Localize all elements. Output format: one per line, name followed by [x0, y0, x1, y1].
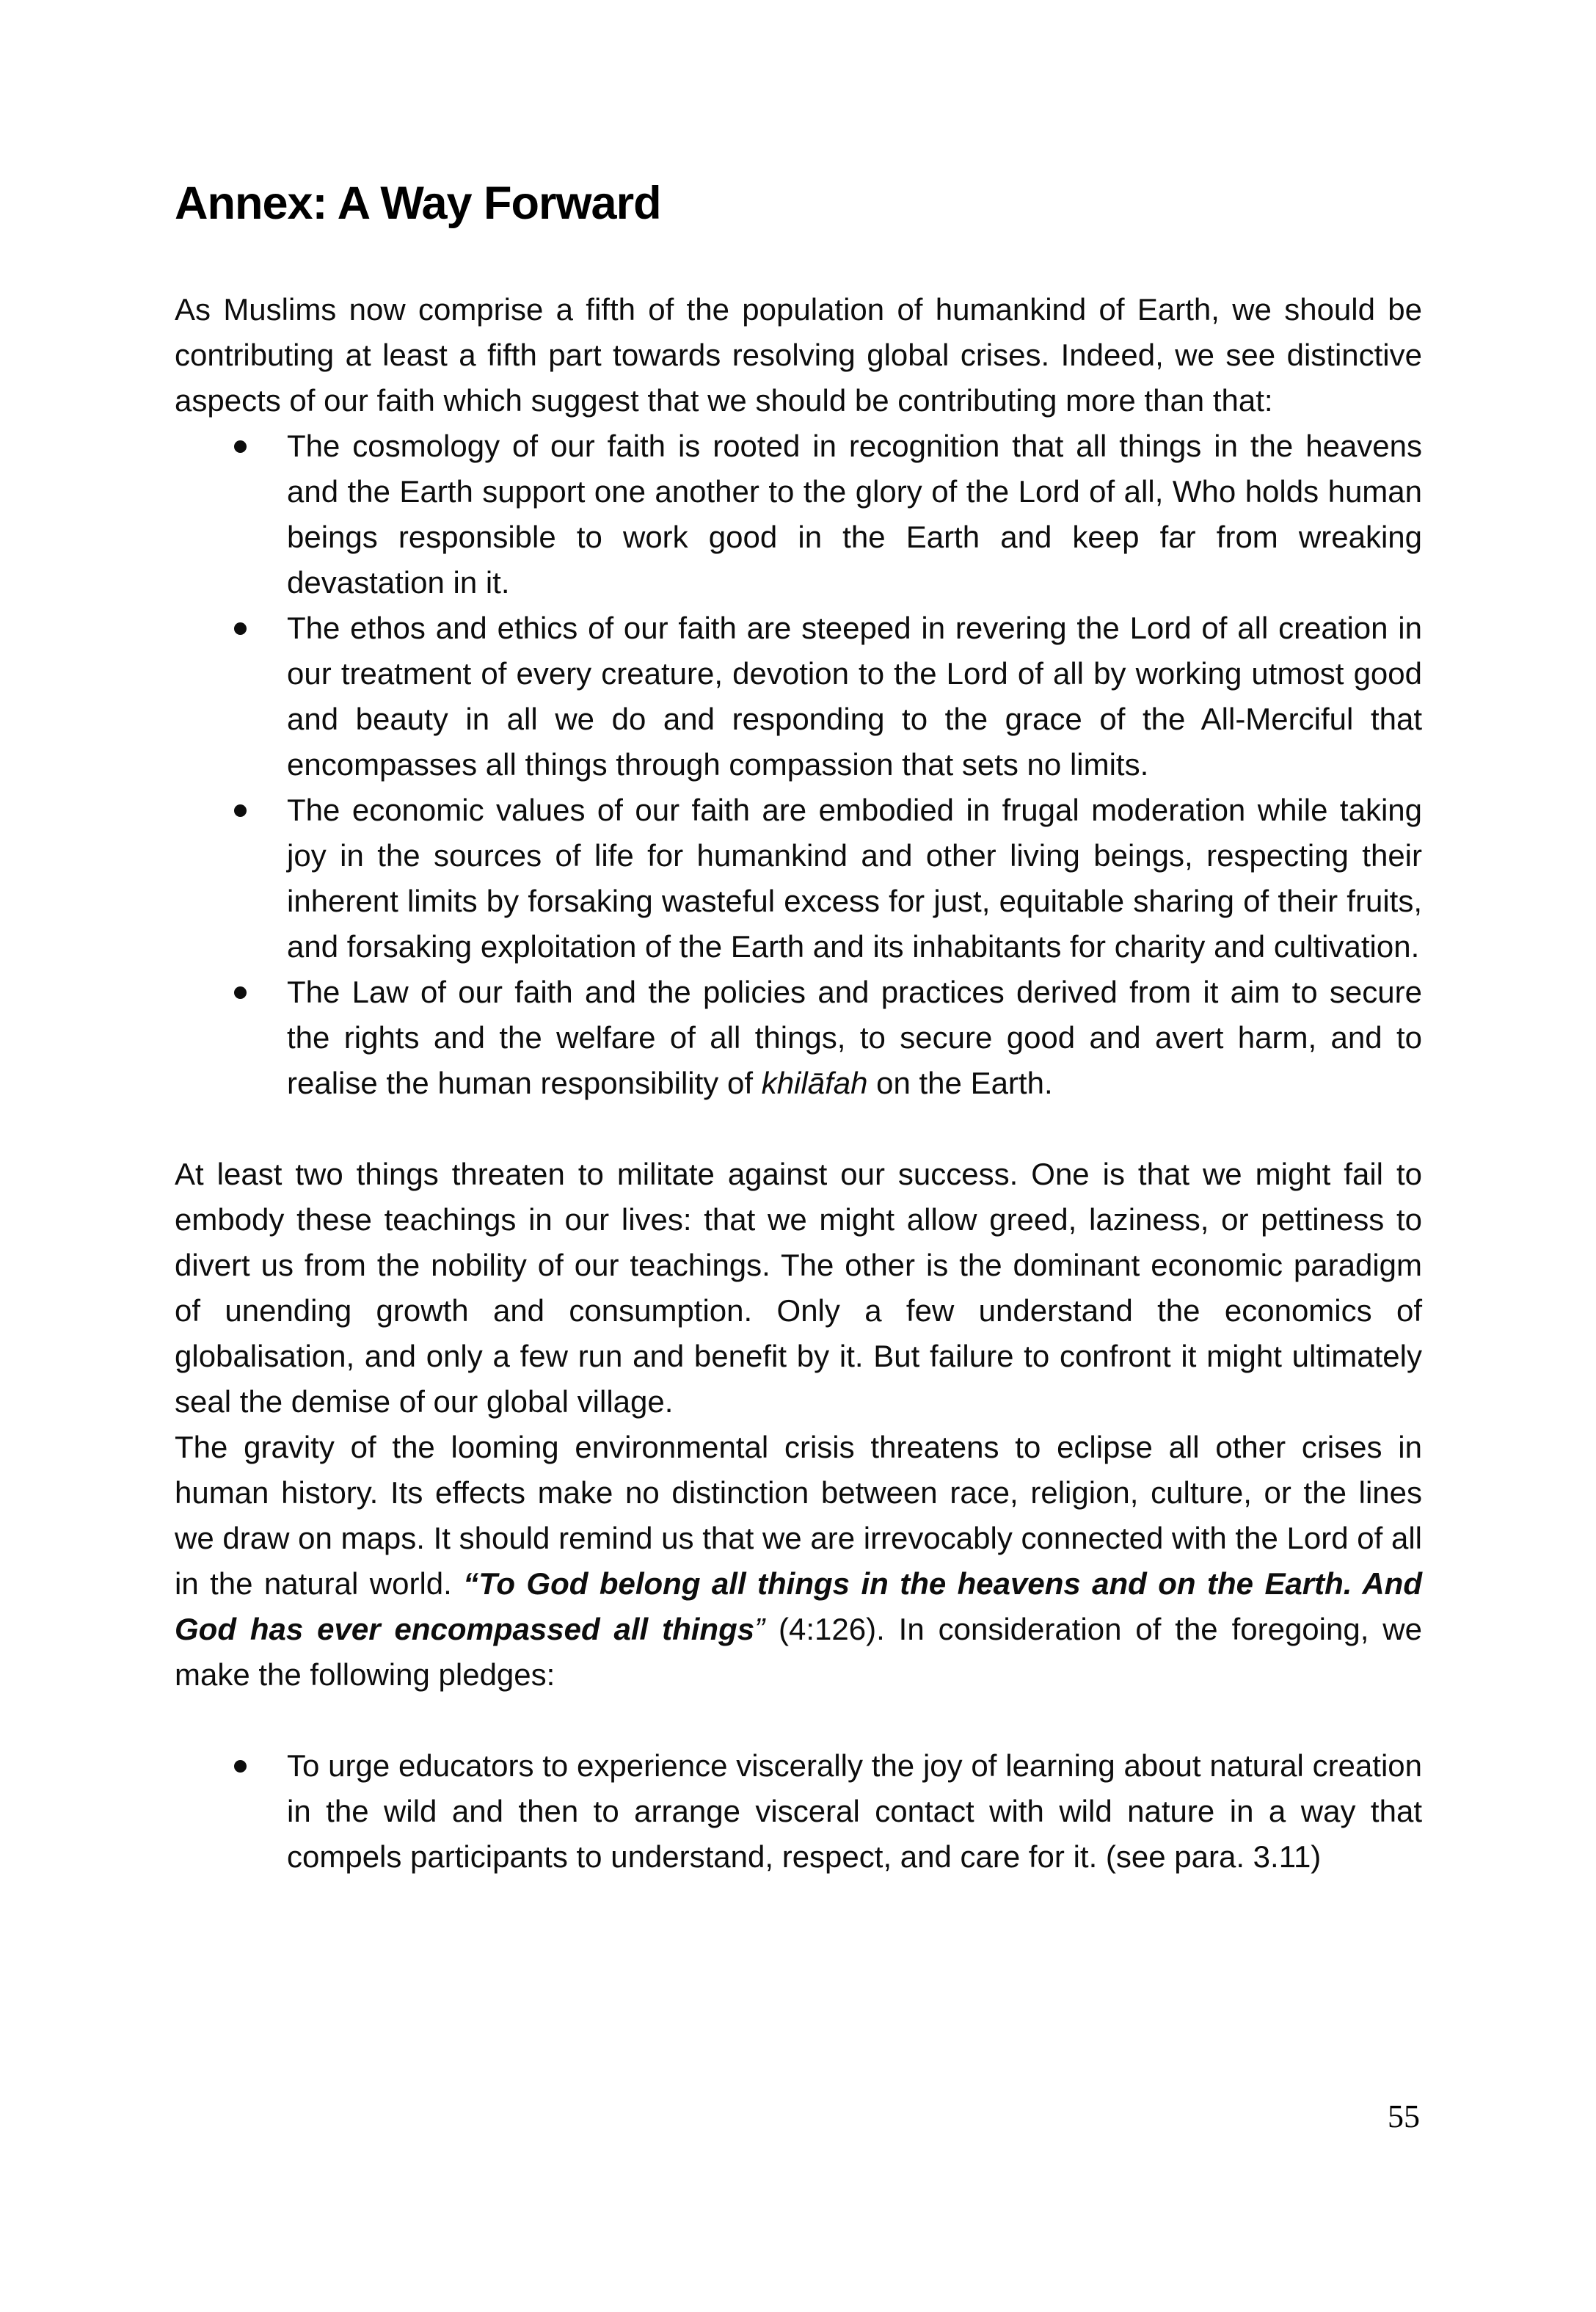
page-content: [175, 180, 1422, 1880]
list-item-text: The ethos and ethics of our faith are steeped in revering the Lord of all creation in our treatment of every creature, devotion to the Lord of all by working utmost good and beauty in all we do and responding to the grace of the All-Merciful that encompasses all things through compassion that sets no limits.: [287, 611, 1422, 782]
quote-close-mark: ”: [754, 1612, 765, 1646]
quote-open-mark: “: [463, 1566, 479, 1601]
arabic-term: khilāfah: [761, 1066, 868, 1100]
page-title: Annex: A Way Forward: [175, 178, 661, 229]
list-item-pledge-educators: [287, 1743, 1422, 1880]
quran-quote: To God belong all things in the heavens and on the Earth. And God has ever encompassed all things: [175, 1566, 1422, 1646]
threats-paragraph: At least two things threaten to militate against our success. One is that we might fail to embody these teachings in our lives: that we might allow greed, laziness, or pettiness to divert us from the nobility of our teachings. The other is the dominant economic paradigm of unending growth and consumption. Only a few understand the economics of globalisation, and only a few run and benefit by it. But failure to confront it might ultimately seal the demise of our global village.: [175, 1157, 1422, 1419]
list-item-cosmology: [287, 423, 1422, 606]
intro-paragraph: As Muslims now comprise a fifth of the population of humankind of Earth, we should be contributing at least a fifth part towards resolving global crises. Indeed, we see distinctive aspects of our faith which suggest that we should be contributing more than that:: [175, 292, 1422, 418]
list-item-text: The economic values of our faith are embodied in frugal moderation while taking joy in the sources of life for humankind and other living beings, respecting their inherent limits by forsaking wasteful excess for just, equitable sharing of their fruits, and forsaking exploitation of the Earth and its inhabitants for charity and cultivation.: [287, 793, 1422, 964]
gravity-text: The gravity of the looming environmental crisis threatens to eclipse all other crises in human history. Its effects make no distinction between race, religion, culture, or the lines we draw on maps. It should remind us that we are irrevocably connected with the Lord of all in the natural world.: [175, 1430, 1422, 1601]
list-item-text: To urge educators to experience viscerally the joy of learning about natural creation in the wild and then to arrange visceral contact with wild nature in a way that compels participants to understand, respect, and care for it. (see para. 3.11): [287, 1748, 1422, 1874]
faith-aspects-list: [175, 423, 1422, 1106]
list-item-law: [287, 970, 1422, 1106]
list-item-economics: [287, 788, 1422, 970]
verse-reference-text: (4:126). In consideration of the foregoing, we make the following pledges:: [175, 1612, 1422, 1692]
list-item-text: The cosmology of our faith is rooted in recognition that all things in the heavens and the Earth support one another to the glory of the Lord of all, Who holds human beings responsible to work good in the Earth and keep far from wreaking devastation in it.: [287, 429, 1422, 600]
list-item-text: on the Earth.: [867, 1066, 1053, 1100]
pledges-list: [175, 1743, 1422, 1880]
list-item-ethos: [287, 606, 1422, 788]
gravity-paragraph: [175, 1425, 1422, 1698]
list-item-text: The Law of our faith and the policies and practices derived from it aim to secure the rights and the welfare of all things, to secure good and avert harm, and to realise the human responsibility of: [287, 975, 1422, 1100]
page-number: 55: [1388, 2098, 1420, 2134]
